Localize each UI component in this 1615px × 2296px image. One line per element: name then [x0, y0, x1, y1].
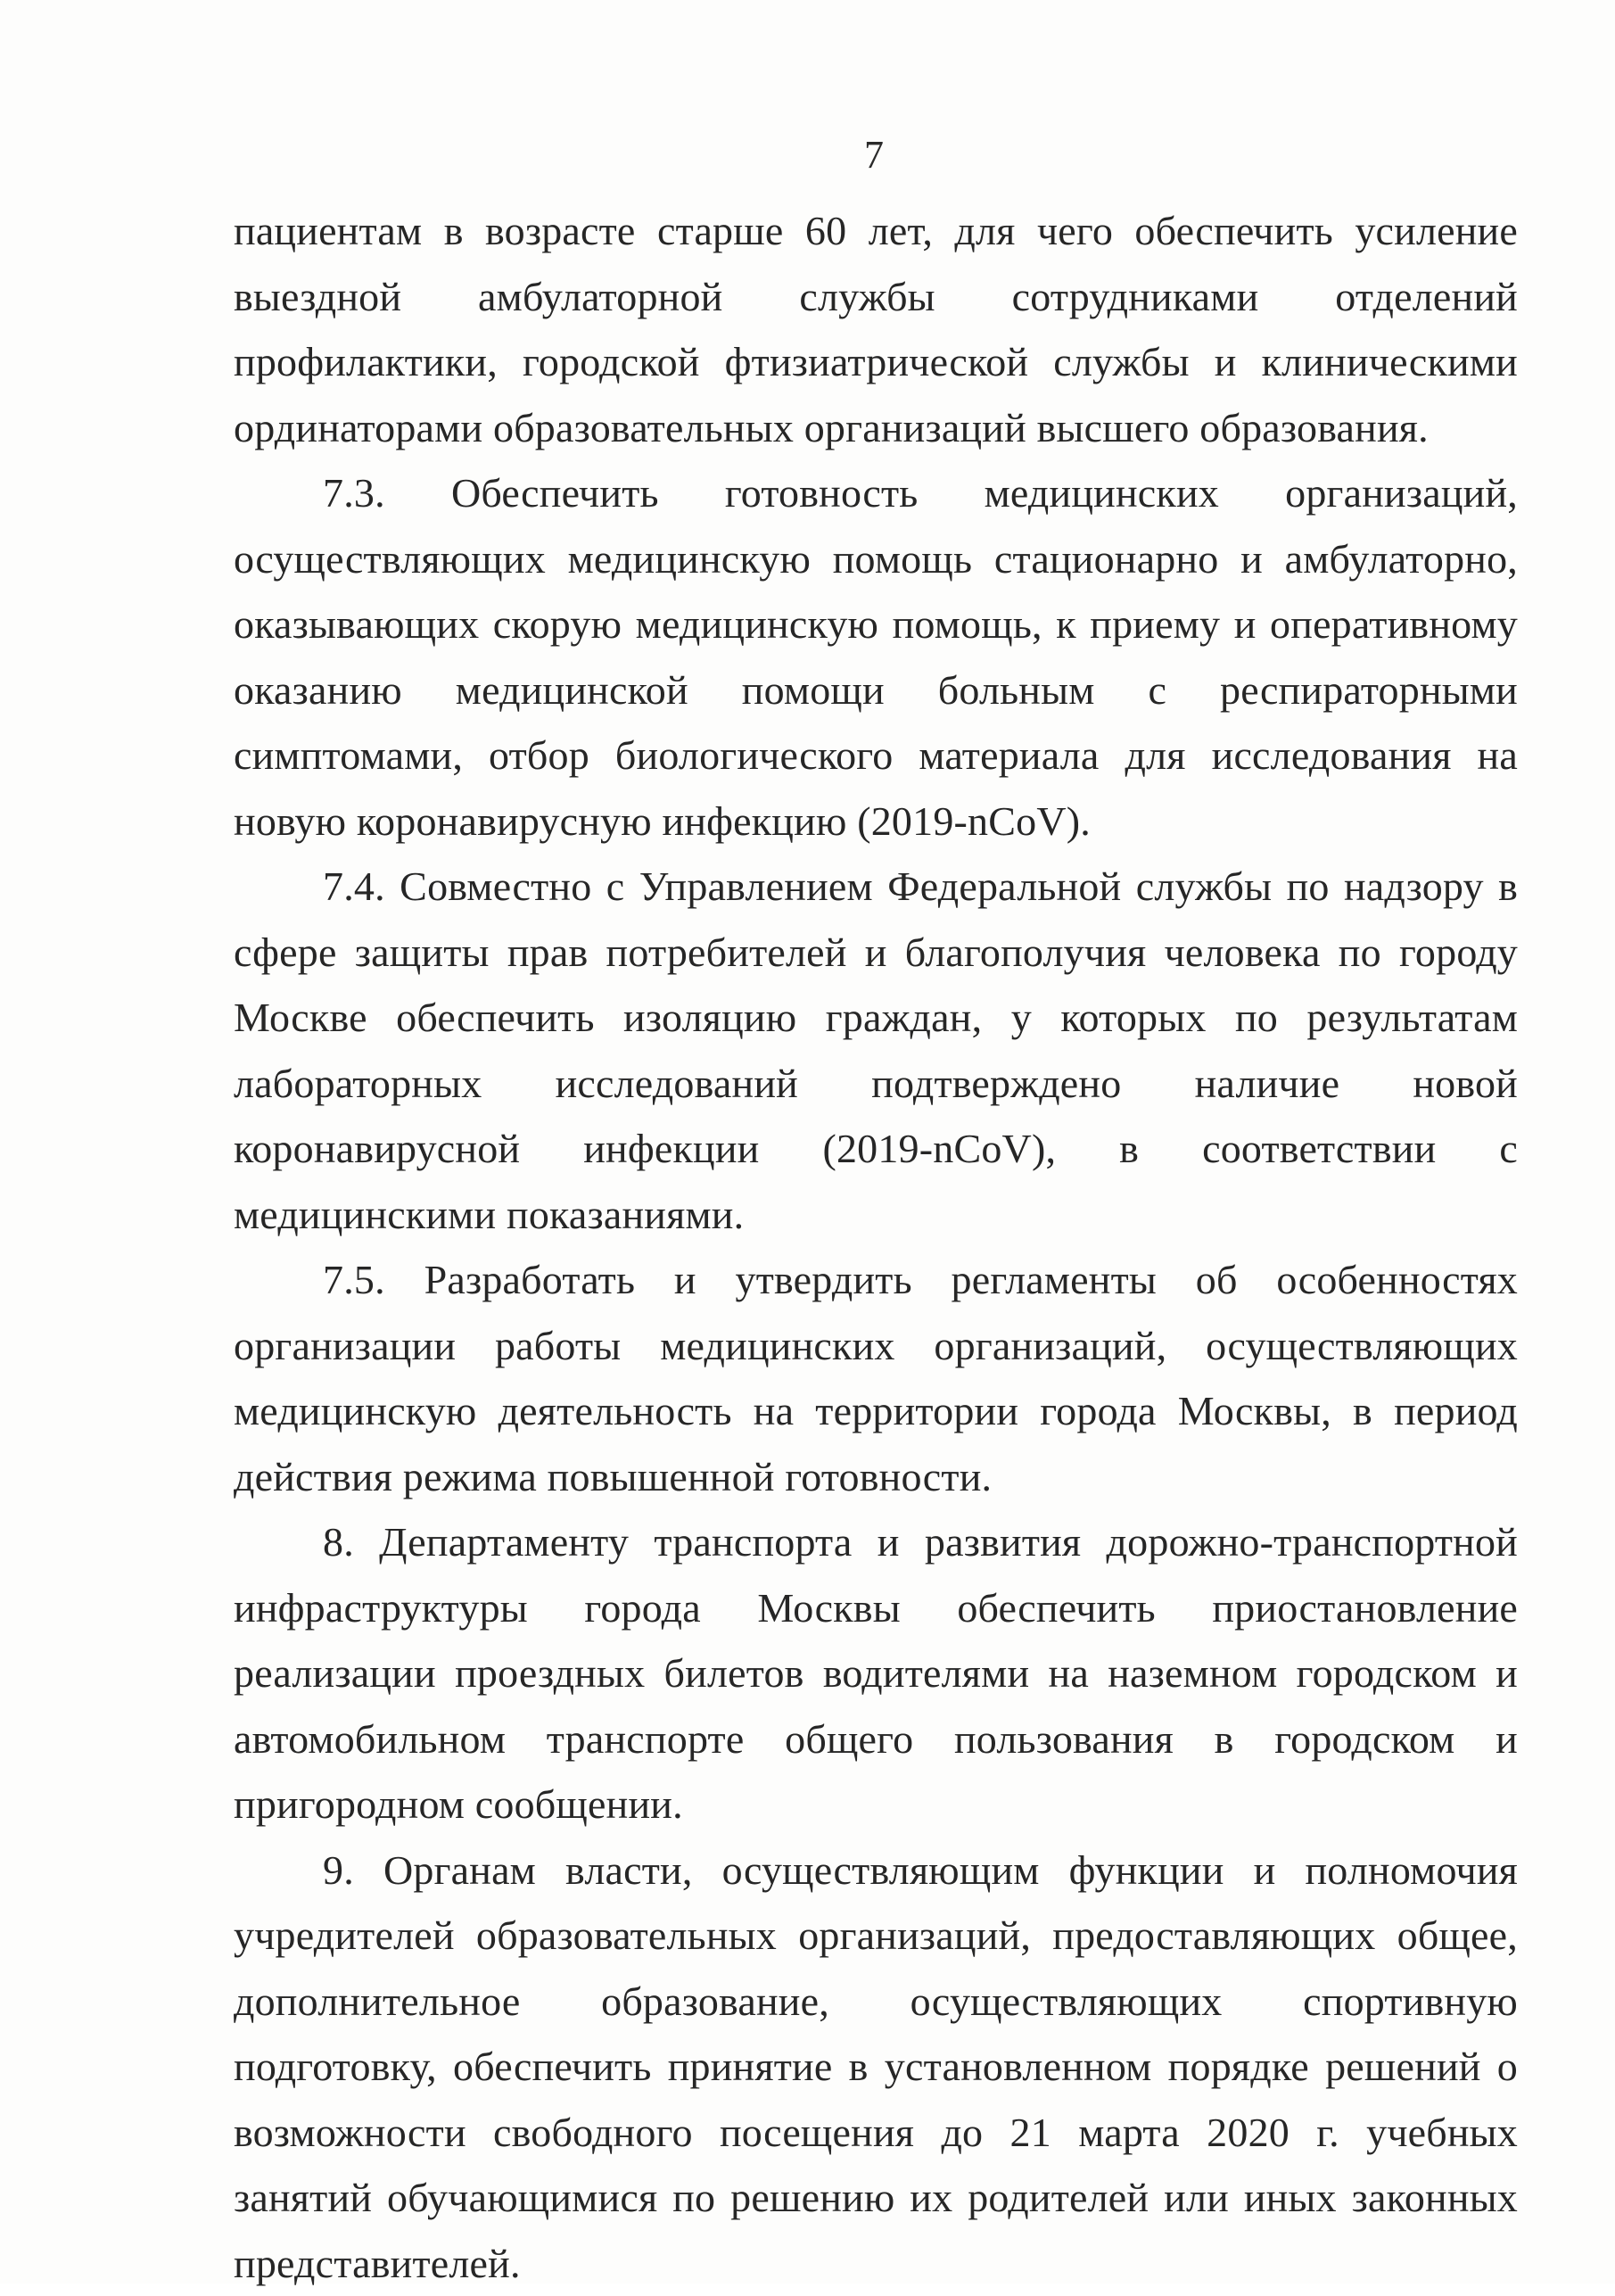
paragraph-8: 8. Департаменту транспорта и развития дорожно-транспортной инфраструктуры города Москвы обеспечить приостановление реализации проездных билетов водителями на наземном городском и автомобильном транспорте общего пользования в городском и пригородном сообщении.	[234, 1509, 1518, 1838]
paragraph-7-5: 7.5. Разработать и утвердить регламенты об особенностях организации работы медицинских организаций, осуществляющих медицинскую деятельность на территории города Москвы, в период действия режима повышенной готовности.	[234, 1247, 1518, 1509]
page-number: 7	[0, 132, 1615, 178]
document-body	[234, 198, 1518, 2296]
paragraph-9: 9. Органам власти, осуществляющим функции и полномочия учредителей образовательных организаций, предоставляющих общее, дополнительное образование, осуществляющих спортивную подготовку, обеспечить принятие в установленном порядке решений о возможности свободного посещения до 21 марта 2020 г. учебных занятий обучающимися по решению их родителей или иных законных представителей.	[234, 1838, 1518, 2296]
paragraph-7-4: 7.4. Совместно с Управлением Федеральной службы по надзору в сфере защиты прав потребителей и благополучия человека по городу Москве обеспечить изоляцию граждан, у которых по результатам лабораторных исследований подтверждено наличие новой коронавирусной инфекции (2019-nCoV), в соответствии с медицинскими показаниями.	[234, 854, 1518, 1247]
paragraph-continuation: пациентам в возрасте старше 60 лет, для чего обеспечить усиление выездной амбулаторной службы сотрудниками отделений профилактики, городской фтизиатрической службы и клиническими ординаторами образовательных организаций высшего образования.	[234, 198, 1518, 460]
paragraph-7-3: 7.3. Обеспечить готовность медицинских организаций, осуществляющих медицинскую помощь стационарно и амбулаторно, оказывающих скорую медицинскую помощь, к приему и оперативному оказанию медицинской помощи больным с респираторными симптомами, отбор биологического материала для исследования на новую коронавирусную инфекцию (2019-nCoV).	[234, 460, 1518, 854]
